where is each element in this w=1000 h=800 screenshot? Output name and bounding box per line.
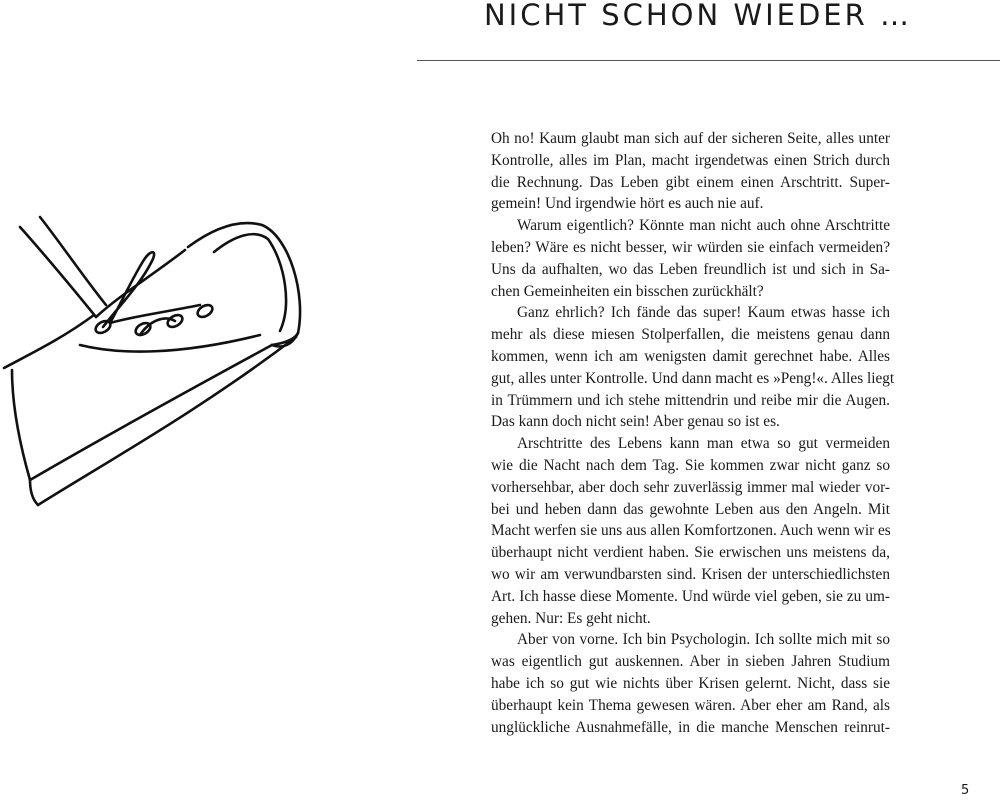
text-line: die Rechnung. Das Leben gibt einem einen Arschtritt. Super-: [491, 173, 890, 191]
text-line: Oh no! Kaum glaubt man sich auf der sicheren Seite, alles unter: [491, 130, 890, 147]
shoe-upper-outline: [4, 315, 94, 368]
shoe-sole-bottom: [38, 337, 296, 505]
text-line: überhaupt nicht verdient haben. Sie erwischen uns meistens da,: [491, 544, 890, 562]
text-line: Ganz ehrlich? Ich fände das super! Kaum etwas hasse ich: [517, 304, 890, 322]
text-line: Uns da aufhalten, wo das Leben freundlich ist und sich in Sa-: [491, 260, 890, 278]
title-divider: [417, 60, 1000, 61]
text-line: gehen. Nur: Es geht nicht.: [491, 609, 651, 627]
text-line: Macht werfen sie uns aus allen Komfortzonen. Auch wenn wir es: [491, 522, 891, 540]
text-line: vorhersehbar, aber doch sehr zuverlässig immer mal wieder vor-: [491, 478, 890, 496]
shoe-sole-heel: [30, 480, 38, 505]
text-line: wo wir am verwundbarsten sind. Krisen der unterschiedlichsten: [491, 565, 890, 583]
text-line: Aber von vorne. Ich bin Psychologin. Ich sollte mich mit so: [517, 631, 890, 649]
shoe-collar: [96, 250, 185, 317]
text-line: Kontrolle, alles im Plan, macht irgendetwas einen Strich durch: [491, 151, 890, 169]
text-line: gut, alles unter Kontrolle. Und dann macht es »Peng!«. Alles liegt: [491, 369, 895, 387]
text-line: überhaupt kein Thema gewesen wären. Aber eher am Rand, als: [491, 696, 890, 714]
chapter-title: NICHT SCHON WIEDER …: [483, 0, 912, 32]
shoe-heel-line: [12, 370, 30, 480]
body-text: [491, 128, 895, 738]
text-line: wie die Nacht nach dem Tag. Sie kommen zwar nicht ganz so: [491, 456, 890, 474]
text-line: Das kann doch nicht sein! Aber genau so ist es.: [491, 413, 780, 431]
text-line: mehr als diese miesen Stolperfallen, die meistens genau dann: [491, 326, 890, 344]
sneaker-illustration: [0, 205, 310, 535]
text-line: Art. Ich hasse diese Momente. Und würde viel geben, sie zu um-: [491, 587, 890, 605]
text-line: kommen, wenn ich am wenigsten damit gerechnet habe. Alles: [491, 347, 890, 365]
shoe-toe-cap: [214, 234, 286, 331]
text-line: was eigentlich gut auskennen. Aber in sieben Jahren Studium: [491, 653, 890, 671]
text-line: gemein! Und irgendwie hört es auch nie auf.: [491, 195, 764, 213]
text-line: chen Gemeinheiten ein bisschen zurückhält?: [491, 282, 764, 300]
text-line: Arschtritte des Lebens kann man etwa so gut vermeiden: [517, 435, 890, 453]
text-line: unglückliche Ausnahmefälle, in die manche Menschen reinrut-: [491, 718, 890, 736]
shoe-toe-outline: [188, 223, 300, 346]
shoe-sole-toe: [272, 333, 298, 345]
page-number: 5: [961, 783, 970, 798]
text-line: habe ich so gut wie nichts über Krisen gelernt. Nicht, dass sie: [491, 674, 890, 692]
text-line: Warum eigentlich? Könnte man nicht auch ohne Arschtritte: [517, 217, 890, 235]
text-line: bei und heben dann das gewohnte Leben aus den Angeln. Mit: [491, 500, 890, 518]
text-line: leben? Wäre es nicht besser, wir würden sie einfach vermeiden?: [491, 238, 890, 256]
shoe-vamp: [80, 335, 260, 352]
shoe-sole-top: [30, 345, 272, 480]
text-line: in Trümmern und ich stehe mittendrin und reibe mir die Augen.: [491, 391, 890, 409]
